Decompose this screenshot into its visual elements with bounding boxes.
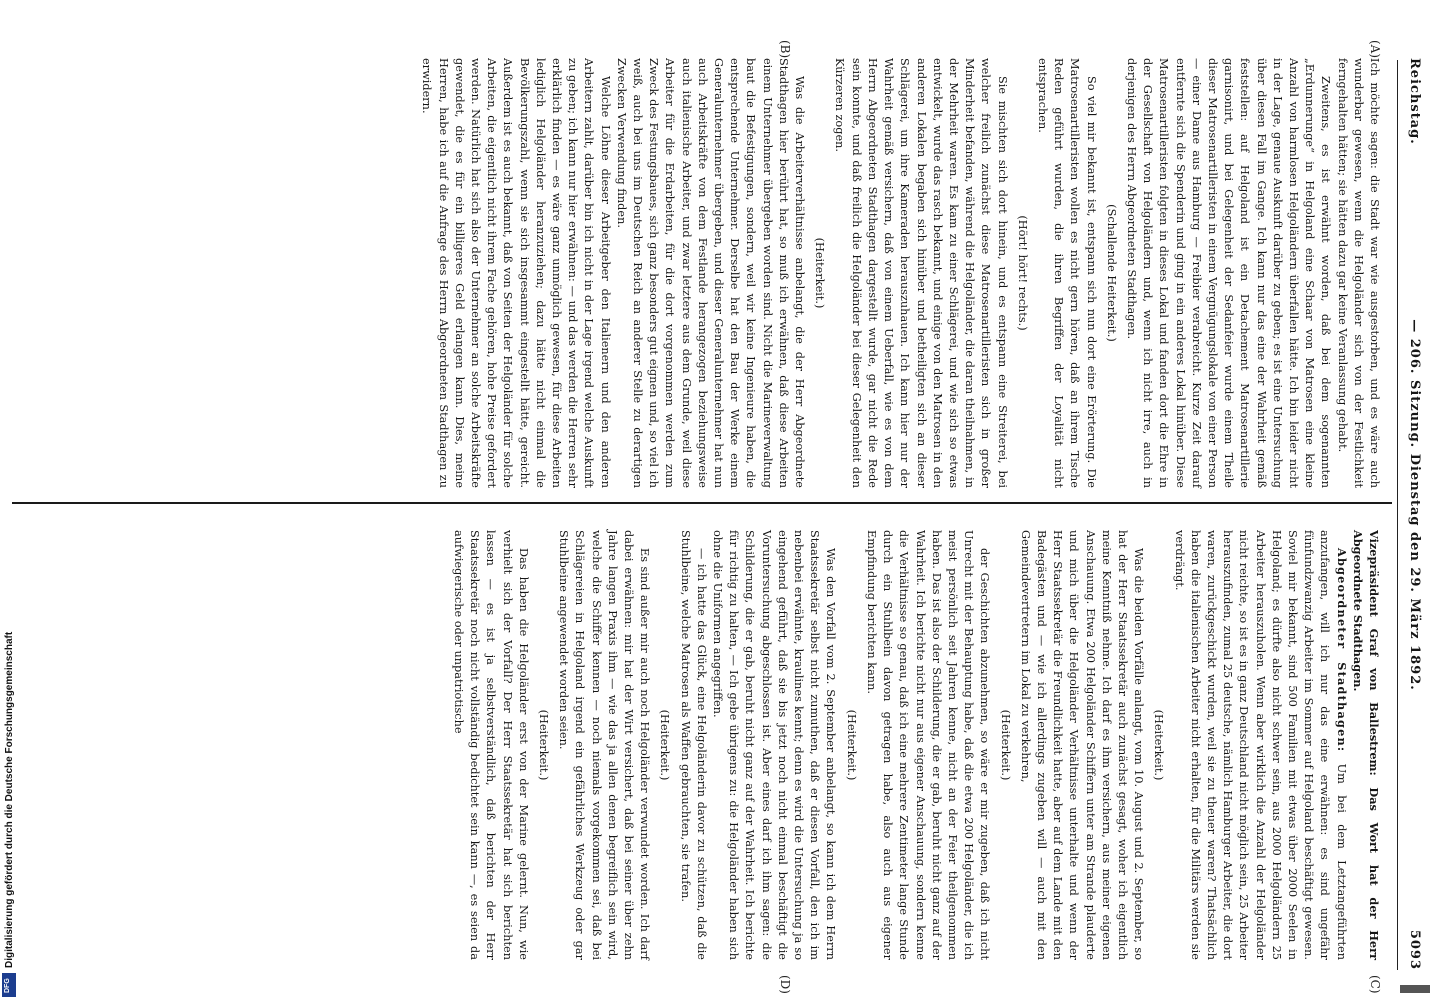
laughter-note: (Heiterkeit.)	[844, 709, 858, 781]
paragraph: Sie mischten sich dort hinein, und es entspann eine Streiterei, bei welcher freilich zunächst diese Matrosenartilleristen sich in großer Minderheit befanden, während die Helgoländer, die daran theilnahmen, in der Mehrheit waren. Es kam zu einer Schlägerei, und wie sich so etwas entwickelt, wurde das rasch bekannt, und einige von den Matrosen in den anderen Lokalen begaben sich hinüber und betheiligten sich an dieser Schlägerei, um ihre Kameraden herauszuhauen. Ich kann hier nur der Wahrheit gemäß versichern, daß von einem Ueberfall, wie es von dem Herrn Abgeordneten Stadthagen dargestellt wurde, gar nicht die Rede sein konnte, und daß freilich die Helgoländer bei dieser Gelegenheit den Kürzeren zogen.	[833, 58, 1009, 488]
paragraph: Was die Arbeiterverhältnisse anbelangt, die der Herr Abgeordnete Stadthagen hier berührt hat, so muß ich erwähnen, daß diese Arbeiten einem Unternehmer übergeben worden sind. Nicht die Marineverwaltung baut die Befestigungen, sondern, weil wir keine Ingenieure haben, die entsprechende Unternehmer. Derselbe hat den Bau der Werke einem Generalunternehmer übergeben, und dieser Generalunternehmer hat nun auch Arbeitskräfte von dem Festlande herangezogen beziehungsweise auch italienische Arbeiter, und zwar letztere aus dem Grunde, weil diese Arbeiter für die Erdarbeiten, für die dort vorgenommen werden zum Zweck des Festungsbaues, sich ganz besonders gut eignen und, so viel ich weiß, auch bei uns im Deutschen Reich an anderer Stelle zu derartigen Zwecken Verwendung finden.	[614, 58, 807, 488]
speaker-name: Abgeordneter Stadthagen:	[1334, 548, 1349, 753]
digitization-credit: Digitalisierung gefördert durch die Deutsche Forschungsgemeinschaft	[4, 631, 15, 968]
paragraph: der Geschichten abzunehmen, so wäre er mir zugeben, daß ich nicht Unrecht mit der Behauptung habe, daß die etwa 200 Helgoländer, die ich meist persönlich seit Jahren kenne, nicht an der Feier theilgenommen haben. Das ist also der Schilderung, die er gab, beruht nicht ganz auf der Wahrheit. Ich berichte nicht nur aus eigener Anschauung, sondern kenne die Verhältnisse so genau, daß ich eine mehrere Zentimeter lange Stunde durch ein Stuhlbein davon getragen habe, also auch aus eigener Empfindung berichten kann.	[864, 530, 992, 960]
header-rule	[1397, 60, 1398, 970]
paragraph: — ich hatte das Glück, eine Helgoländerin davor zu schützen, daß die Stuhlbeine, welche Matrosen als Waffen gebrauchten, sie trafen.	[678, 530, 708, 960]
margin-mark-a: (A)	[1368, 40, 1382, 59]
header-left: Reichstag.	[1407, 58, 1422, 145]
scan-edge-artifact	[1400, 985, 1430, 993]
paragraph: So viel mir bekannt ist, entspann sich nun dort eine Erörterung. Die Matrosenartilleristen wollen es nicht gern hören, daß an ihrem Tische Reden geführt wurden, die ihren Begriffen der Loyalität nicht entsprachen.	[1035, 58, 1098, 488]
paragraph: Was den Vorfall vom 2. September anbelangt, so kann ich dem Herrn Staatssekretär selbst nicht zumuthen, daß er diesen Vorfall, den ich im nebenbei erwähnte, kraulines kennt; denn es wird die Untersuchung ja so eingehend geführt, daß sie bis jetzt noch nicht einmal beschäftigt die Voruntersuchung abgeschlossen ist. Aber eines darf ich ihm sagen: die Schilderung, die er gab, beruht nicht ganz auf der Wahrheit. Ich berichte für richtig zu halten, — Ich gebe übrigens zu: die Helgoländer haben sich ohne die Uniformen angegriffen.	[711, 530, 838, 960]
laughter-note: (Heiterkeit.)	[998, 709, 1012, 781]
paragraph: Es sind außer mir auch noch Helgoländer verwundet worden. Ich darf dabei erwähnen: mir hat der Wirt versichert, daß bei seiner über zehn Jahre langen Praxis ihm — wie das ja allen denen begreiflich sein wird, welche die Schiffer kennen — noch niemals vorgekommen sei, daß bei Schlägereien in Helgoland irgend ein gefährliches Werkzeug oder gar Stuhlbeine angewendet worden seien.	[557, 530, 652, 960]
margin-mark-b: (B)	[778, 40, 792, 59]
laughter-note: (Heiterkeit.)	[537, 709, 551, 781]
header-center: — 206. Sitzung. Dienstag den 29. März 1892.	[1407, 319, 1422, 691]
margin-mark-d: (D)	[778, 975, 792, 994]
right-column	[450, 530, 1382, 960]
page-number: 5093	[1407, 929, 1422, 970]
laughter-note: (Schallende Heiterkeit.)	[1104, 204, 1118, 342]
dfg-logo	[2, 973, 16, 997]
laughter-note: (Heiterkeit.)	[1152, 709, 1166, 781]
column-divider	[12, 502, 1392, 504]
speaker-line: Vizepräsident Graf von Ballestrem: Das Wort hat der Herr Abgeordnete Stadthagen.	[1350, 530, 1381, 960]
paragraph: Zweitens, es ist erwähnt worden, daß bei dem sogenannten „Erdunnerunge“ in Helgoland eine Schaar von Matrosen eine kleine Anzahl von harmlosen Helgoländern überfallen hätte. Ich bin leider nicht in der Lage, genaue Auskunft darüber zu geben; es ist eine Untersuchung über diesen Fall im Gange. Ich kann nur das eine der Wahrheit gemäß feststellen: auf Helgoland ist ein Detachement Matrosenartillerie garnisonirt, und bei Gelegenheit der Sedanfeier wurde einem Theile dieser Matrosenartilleristen in einem Vergnügungslokale von einer Person — einer Dame aus Hamburg — Freibier verabreicht. Kurze Zeit darauf entfernte sich die Spenderin und ging in ein anderes Lokal hinüber. Diese Matrosenartilleristen folgten in dieses Lokal und fanden dort die Ehre in der Gesellschaft von Helgoländern und, wenn ich nicht irre, auch in derjenigen des Herrn Abgeordneten Stadthagen.	[1124, 58, 1333, 488]
margin-mark-c: (C)	[1368, 975, 1382, 994]
left-column	[418, 58, 1382, 488]
paragraph: Welche Löhne dieser Arbeitgeber den Italienern und den anderen Arbeitern zahlt, darüber bin ich nicht in der Lage irgend welche Auskunft zu geben; ich kann nur hier erwähnen: — und das werden die Herren sehr erklärlich finden — es wäre ganz unmöglich gewesen, für diese Arbeiten lediglich Helgoländer heranzuziehen; dazu hätte nicht einmal die Bevölkerungszahl, wenn sie sich insgesammt eingestellt hätte, gereicht. Außerdem ist es auch bekannt, daß von Seiten der Helgoländer für solche Arbeiten, die eigentlich nicht ihrem Fache gehören, hohe Preise gefordert werden. Natürlich hat sich also der Unternehmer an solche Arbeitskräfte gewendet, die es für ein billigeres Geld erlangen kann. Dies, meine Herren, habe ich auf die Anfrage des Herrn Abgeordneten Stadthagen zu erwidern.	[420, 58, 612, 488]
laughter-note: (Heiterkeit.)	[658, 709, 672, 781]
interjection-note: (Hört! hört! rechts.)	[1015, 215, 1029, 331]
dfg-logo-text: DFG	[4, 978, 11, 993]
paragraph: Was die beiden Vorfälle anlangt, vom 10. August und 2. September, so hat der Herr Staatssekretär auch zunächst gesagt, woher ich eigentlich meine Kenntniß nehme. Ich darf es ihm versichern, aus meiner eigenen Anschauung. Etwa 200 Helgoländer Schiffern unter am Strande plauderte und mich über die Helgoländer Verhältnisse unterhalte und wenn der Herr Staatssekretär die Freundlichkeit hatte, aber auf dem Lande mit den Badegästen und — wie ich allerdings zugeben will — auch mit den Gemeindevertretern im Lokal zu verkehren,	[1018, 530, 1146, 960]
speech-text: Um bei dem Letztangeführten anzufangen, will ich nur das eine erwähnen: es sind ungefähr fünfundzwanzig Arbeiter im Sommer auf Helgoland beschäftigt gewesen. Soviel mir bekannt, sind 500 Familien mit etwas über 2000 Seelen in Helgoland; es dürfte also nicht schwer sein, aus 2000 Helgoländern 25 Arbeiter herauszuholen. Wenn aber wirklich die Anzahl der Helgoländer nicht reichte, so ist es in ganz Deutschland nicht möglich sein, 25 Arbeiter herauszufinden, zumal 25 deutsche, nämlich Hamburger Arbeiter, die dort waren, zurückgeschickt wurden, weil sie zu theuer waren? Thatsächlich haben die italienischen Arbeiter nicht erhalten, für die Militärs werden sie verdrängt.	[1172, 530, 1348, 961]
laughter-note: (Heiterkeit.)	[813, 237, 827, 309]
paragraph: Das haben die Helgoländer erst von der Marine gelernt. Nun, wie verhielt sich der Vorfall? Der Herr Staatssekretär hat sich berichten lassen — es ist ja selbstverständlich, daß berichten der Herr Staatssekretär noch nicht vollständig bedichtet sein kann —, es seien da aufwiegerische oder unpatriotische	[452, 530, 530, 960]
paragraph: Ich möchte sagen: die Stadt war wie ausgestorben, und es wäre auch wunderbar gewesen, wenn die Helgoländer sich von der Festlichkeit ferngehalten hätten; sie hätten dazu gar keine Veranlassung gehabt.	[1335, 58, 1381, 488]
page-header	[1400, 40, 1424, 970]
